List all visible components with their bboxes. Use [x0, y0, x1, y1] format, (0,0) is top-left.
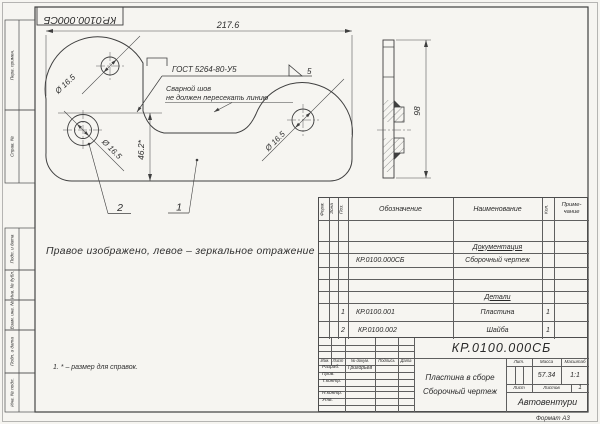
margin-label-podp-data-1: Подп. и дата [9, 234, 15, 264]
margin-label-inv-dubl: Инв. № дубл. [9, 270, 15, 300]
spec-header-name: Наименование [473, 205, 522, 213]
weld-note-line1: Сварной шов [166, 84, 212, 93]
spec-header-note-line2: чание [563, 208, 580, 215]
balloon-washer-number: 2 [117, 202, 123, 214]
margin-label-perv-primen: Перв. примен. [9, 49, 15, 81]
dim-height: 46.2* [136, 140, 146, 160]
titleblock-role-razrab: Разраб. [322, 365, 340, 371]
spec-section-documentation: Документация [472, 243, 523, 251]
spec-cell-name: Шайба [486, 326, 509, 334]
spec-cell-pos: 1 [341, 308, 345, 316]
grid-line [515, 366, 516, 384]
weld-note-line2: не должен пересекать линию [166, 93, 269, 102]
title-block [318, 338, 588, 412]
spec-cell-designation: КР.0100.000СБ [356, 256, 405, 264]
washer-section-bottom [394, 138, 404, 153]
spec-cell-pos: 2 [341, 326, 345, 334]
spec-cell-qty: 1 [546, 308, 550, 316]
doc-name-line1: Пластина в сборе [425, 373, 495, 382]
weld-seam-symbol [147, 58, 167, 66]
format-note: Формат А3 [536, 415, 570, 422]
spec-header-pos: Поз. [339, 204, 345, 214]
plate-outline [45, 37, 352, 181]
grid-line [319, 345, 414, 346]
grid-line [523, 366, 524, 384]
weld-bead-bottom [394, 153, 401, 160]
dimensions [46, 31, 431, 181]
weld-note-arrow [214, 108, 220, 112]
margin-label-inv-podl: Инв. № подл. [9, 378, 15, 407]
grid-line [319, 220, 589, 221]
spec-header-qty: Кол. [544, 204, 550, 214]
weld-bead-top [394, 100, 401, 107]
washer-section-top [394, 107, 404, 122]
titleblock-massa-label: Масса [539, 358, 554, 364]
titleblock-col-list: Лист [332, 358, 344, 364]
titleblock-doc-name [414, 358, 506, 412]
dia-right: Ø 16.5 [263, 129, 287, 153]
titleblock-lit-label: Лит. [513, 358, 525, 364]
spec-section-details: Детали [484, 293, 511, 301]
dimension-arrows [46, 29, 428, 181]
titleblock-role-utv: Утв. [322, 398, 333, 404]
titleblock-listov-value: 1 [578, 385, 582, 391]
titleblock-col-doc-no: № докум. [350, 358, 370, 364]
grid-line [398, 338, 399, 412]
grid-line [319, 279, 589, 280]
titleblock-role-t-kontr: Т.контр. [322, 379, 342, 385]
titleblock-masshtab-value: 1:1 [570, 371, 580, 379]
top-stamp [37, 7, 123, 26]
spec-header-note [554, 198, 589, 220]
titleblock-role-n-kontr: Н.контр. [322, 391, 343, 397]
titleblock-role-prov: Пров. [322, 372, 335, 378]
spec-header-designation: Обозначение [379, 205, 422, 213]
weld-flag-icon [289, 65, 302, 76]
titleblock-razrab-name: Григорьев [348, 365, 373, 371]
note-reference: 1. * – размер для справок. [53, 364, 138, 371]
grid-line [375, 338, 376, 412]
specification-table [318, 197, 588, 338]
dia-bottom-left: Ø 16.5 [100, 137, 124, 161]
spec-header-format: Форм. [320, 202, 326, 216]
grid-line [319, 351, 414, 352]
spec-header-zone: Зона [330, 203, 336, 215]
spec-cell-qty: 1 [546, 326, 550, 334]
top-stamp-code: КР.0100.000СБ [43, 14, 117, 26]
spec-cell-designation: КР.0100.001 [356, 308, 395, 316]
titleblock-masshtab-label: Масштаб [564, 358, 586, 364]
titleblock-col-sign: Подпись [378, 358, 395, 364]
titleblock-designation: КР.0100.000СБ [451, 340, 552, 355]
grid-line [319, 386, 414, 387]
grid-line [319, 405, 414, 406]
titleblock-list-label: Лист [513, 384, 525, 390]
titleblock-company: Автовентури [517, 396, 578, 407]
balloon-plate-number: 1 [176, 201, 182, 214]
titleblock-col-date: Дата [400, 358, 412, 364]
margin-label-sprav-no: Справ. № [9, 136, 15, 157]
spec-cell-name: Сборочный чертеж [465, 256, 530, 264]
grid-line [319, 267, 589, 268]
titleblock-listov-label: Листов [543, 384, 560, 390]
weld-spec-text: ГОСТ 5264-80-У5 [172, 65, 237, 74]
dia-top-left: Ø 16.5 [53, 72, 78, 96]
side-view [377, 40, 411, 178]
spec-cell-name: Пластина [480, 308, 515, 316]
note-mirror: Правое изображено, левое – зеркальное отражение [46, 246, 315, 257]
titleblock-col-izm: Изм. [320, 358, 330, 364]
margin-label-vzam-inv: Взам. инв. № [9, 300, 15, 330]
weld-size-text: 5 [307, 67, 312, 76]
weld-arrow [137, 107, 141, 112]
dim-overall-width: 217.6 [216, 20, 240, 30]
dim-side-height: 98 [412, 106, 422, 116]
spec-header-note-line1: Приме- [561, 201, 582, 208]
doc-name-line2: Сборочный чертеж [423, 387, 497, 396]
dimension-texts [53, 20, 422, 161]
spec-cell-designation: КР.0100.002 [358, 326, 397, 334]
titleblock-massa-value: 57.34 [537, 371, 556, 379]
margin-label-podp-data-2: Подп. и дата [9, 337, 15, 366]
main-view [45, 37, 352, 181]
